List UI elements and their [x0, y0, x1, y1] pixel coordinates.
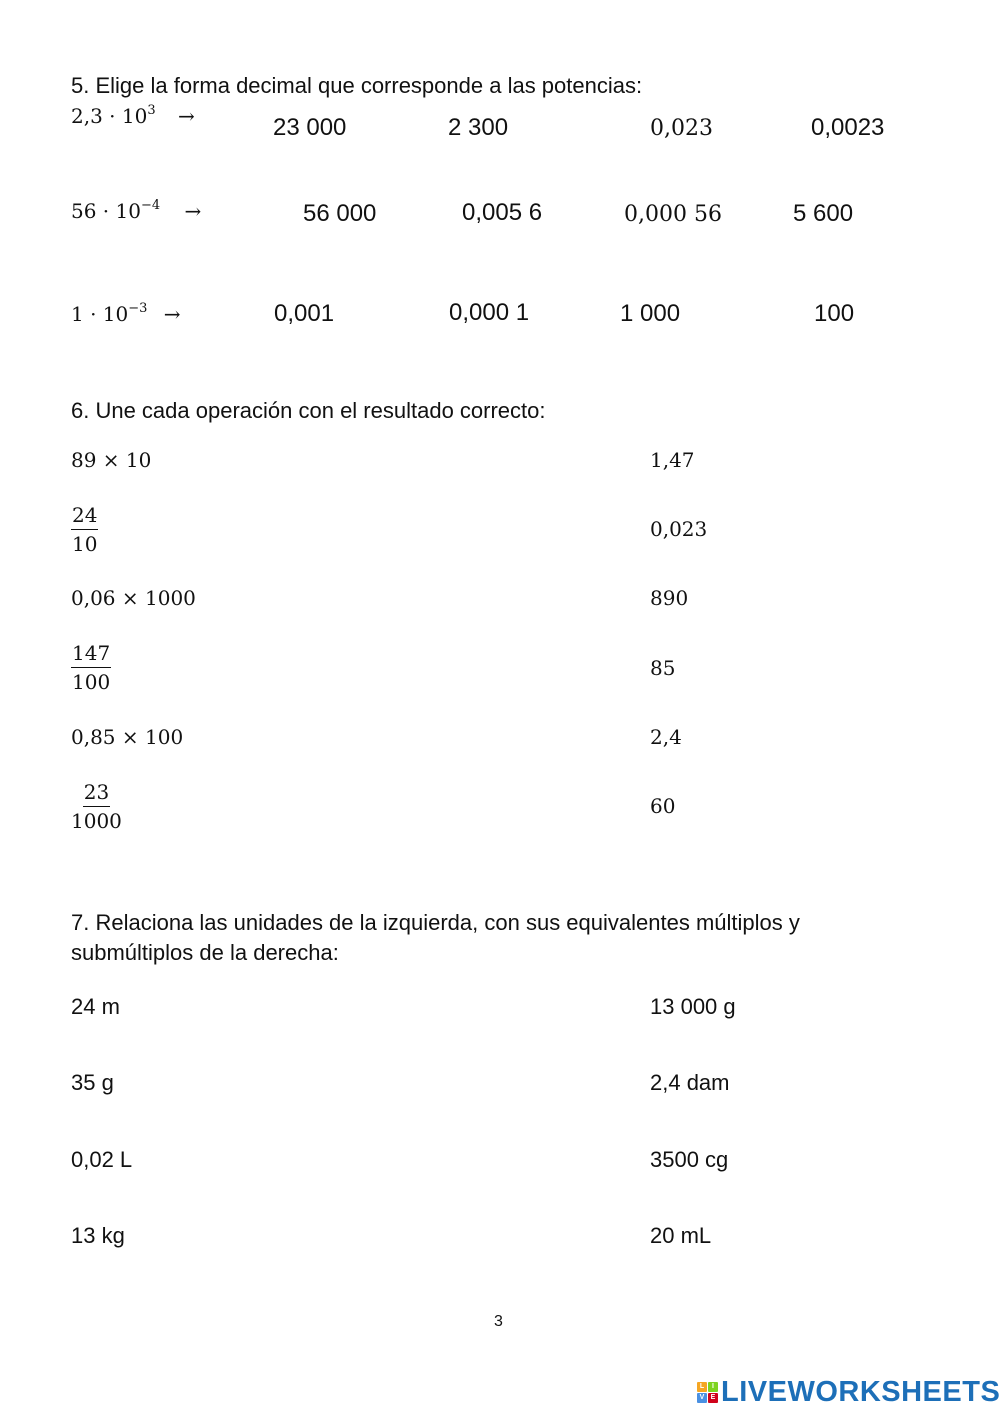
q5-row2-option-2[interactable]: 0,005 6	[462, 199, 543, 226]
arrow-icon: →	[184, 199, 202, 223]
liveworksheets-icon	[697, 1382, 718, 1403]
q5-row3-option-2[interactable]: 0,000 1	[449, 299, 530, 326]
q6-left-item-5[interactable]: 0,85 × 100	[71, 725, 184, 749]
q6-right-item-4[interactable]: 85	[650, 656, 676, 680]
q6-right-item-6[interactable]: 60	[650, 794, 676, 818]
q5-row2-exponent: −4	[140, 198, 161, 213]
q7-right-item-2[interactable]: 2,4 dam	[650, 1070, 730, 1095]
fraction-denominator: 1000	[71, 809, 122, 833]
q5-row3-option-3[interactable]: 1 000	[620, 300, 681, 327]
q6-left-item-3[interactable]: 0,06 × 1000	[71, 586, 196, 610]
q5-row3-power	[71, 302, 181, 326]
q5-row1-power	[71, 104, 195, 128]
q7-left-item-4[interactable]: 13 kg	[71, 1223, 125, 1248]
liveworksheets-logo[interactable]	[697, 1376, 1000, 1409]
q5-row1-option-4[interactable]: 0,0023	[811, 114, 885, 141]
q6-right-item-5[interactable]: 2,4	[650, 725, 682, 749]
q6-left-item-2[interactable]	[71, 501, 98, 558]
q5-row2-option-1[interactable]: 56 000	[303, 200, 377, 227]
logo-tile: I	[708, 1382, 718, 1392]
q5-row3-option-4[interactable]: 100	[814, 300, 855, 327]
q5-row1-option-2[interactable]: 2 300	[448, 114, 509, 141]
fraction-numerator: 23	[83, 778, 110, 807]
q7-left-item-2[interactable]: 35 g	[71, 1070, 114, 1095]
q5-row1-option-1[interactable]: 23 000	[273, 114, 347, 141]
q7-title-line1: 7. Relaciona las unidades de la izquierda, con sus equivalentes múltiplos y	[71, 910, 800, 935]
q5-row1-exponent: 3	[147, 103, 156, 118]
q6-title: 6. Une cada operación con el resultado correcto:	[71, 398, 546, 423]
arrow-icon: →	[163, 302, 181, 326]
brand-text: LIVEWORKSHEETS	[721, 1376, 1000, 1408]
q7-right-item-1[interactable]: 13 000 g	[650, 994, 736, 1019]
logo-tile: V	[697, 1393, 707, 1403]
q5-row2-option-4[interactable]: 5 600	[793, 200, 854, 227]
logo-tile: L	[697, 1382, 707, 1392]
q5-row2-power	[71, 199, 201, 223]
logo-tile: E	[708, 1393, 718, 1403]
q6-left-item-1[interactable]: 89 × 10	[71, 448, 152, 472]
fraction-numerator: 147	[71, 639, 111, 668]
fraction-numerator: 24	[71, 501, 98, 530]
q5-row3-base: 1 · 10	[71, 302, 129, 326]
q5-row2-base: 56 · 10	[71, 199, 141, 223]
q5-row3-option-1[interactable]: 0,001	[274, 300, 335, 327]
q6-left-item-6[interactable]	[71, 778, 122, 835]
q7-right-item-3[interactable]: 3500 cg	[650, 1147, 729, 1172]
arrow-icon: →	[177, 104, 195, 128]
fraction-denominator: 100	[72, 670, 111, 694]
q5-title: 5. Elige la forma decimal que corresponde a las potencias:	[71, 73, 643, 98]
q6-right-item-1[interactable]: 1,47	[650, 448, 695, 472]
q5-row3-exponent: −3	[128, 301, 148, 316]
q5-row2-option-3[interactable]: 0,000 56	[624, 202, 722, 227]
q5-row1-base: 2,3 · 10	[71, 104, 148, 128]
q7-title-line2: submúltiplos de la derecha:	[71, 940, 339, 965]
fraction-denominator: 10	[72, 532, 98, 556]
q7-left-item-1[interactable]: 24 m	[71, 994, 120, 1019]
q5-row1-option-3[interactable]: 0,023	[650, 116, 713, 141]
q6-right-item-3[interactable]: 890	[650, 586, 689, 610]
q7-right-item-4[interactable]: 20 mL	[650, 1223, 712, 1248]
q6-right-item-2[interactable]: 0,023	[650, 517, 708, 541]
page-number: 3	[494, 1313, 503, 1330]
q7-left-item-3[interactable]: 0,02 L	[71, 1147, 133, 1172]
q6-left-item-4[interactable]	[71, 639, 111, 696]
